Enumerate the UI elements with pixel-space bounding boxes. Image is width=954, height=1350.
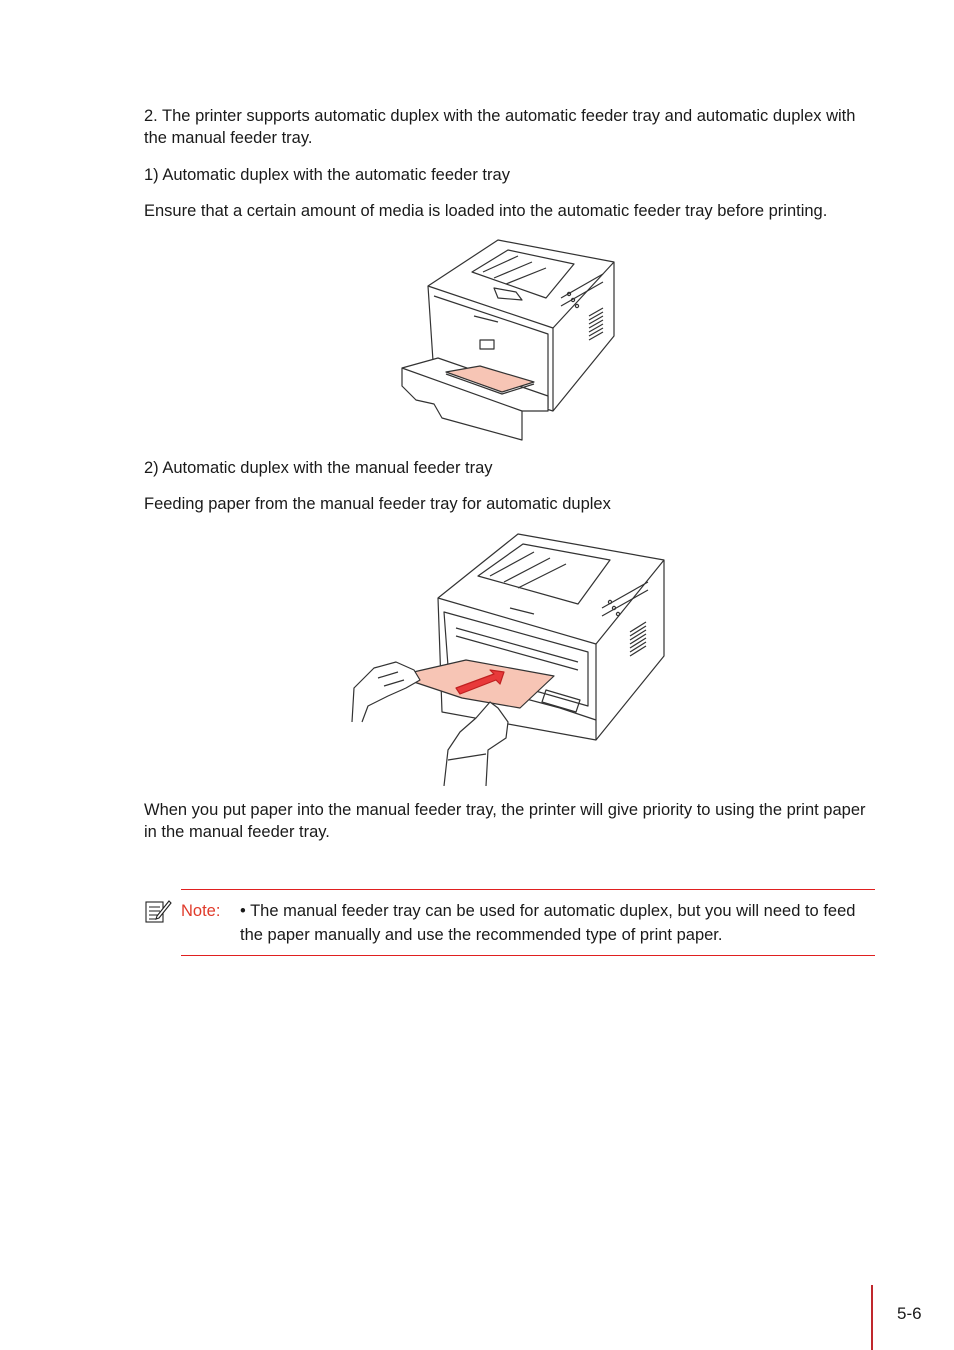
note-top-rule: [181, 889, 875, 890]
paragraph-duplex-intro: 2. The printer supports automatic duplex with the automatic feeder tray and automatic duplex with the manual feeder tray.: [144, 107, 856, 147]
paragraph-load-media: Ensure that a certain amount of media is loaded into the automatic feeder tray before printing.: [144, 202, 828, 220]
page-number: 5-6: [897, 1304, 922, 1323]
heading-manual-feeder-duplex: 2) Automatic duplex with the manual feeder tray: [144, 459, 493, 477]
printer-manual-tray-illustration: [348, 528, 668, 786]
note-pencil-icon: [144, 897, 172, 925]
footer-divider: [871, 1285, 873, 1350]
paragraph-manual-priority: When you put paper into the manual feeder tray, the printer will give priority to using the print paper in the manual feeder tray.: [144, 801, 866, 841]
note-text: • The manual feeder tray can be used for automatic duplex, but you will need to feed the paper manually and use the recommended type of print paper.: [240, 902, 856, 944]
note-label: Note:: [181, 902, 221, 920]
printer-auto-tray-illustration: [398, 236, 620, 446]
heading-auto-feeder-duplex: 1) Automatic duplex with the automatic feeder tray: [144, 166, 510, 184]
note-bottom-rule: [181, 955, 875, 956]
paragraph-manual-feed: Feeding paper from the manual feeder tray for automatic duplex: [144, 495, 611, 513]
